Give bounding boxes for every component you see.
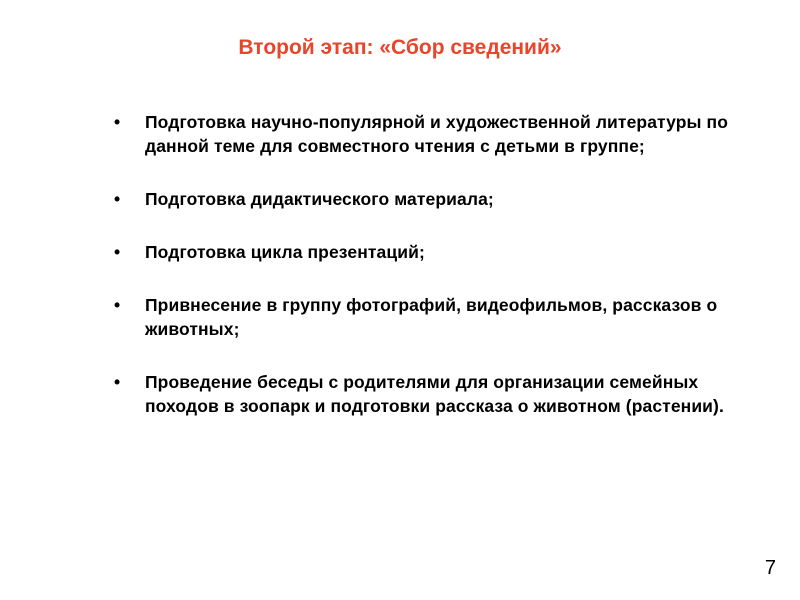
bullet-text: Подготовка дидактического материала; xyxy=(145,189,494,209)
bullet-list xyxy=(114,110,754,447)
bullet-text: Привнесение в группу фотографий, видеофильмов, рассказов о животных; xyxy=(145,295,718,339)
bullet-marker: • xyxy=(114,372,121,392)
bullet-marker: • xyxy=(114,295,121,315)
bullet-marker: • xyxy=(114,189,121,209)
bullet-text: Подготовка цикла презентаций; xyxy=(145,242,425,262)
bullet-marker: • xyxy=(114,112,121,132)
bullet-text: Подготовка научно-популярной и художественной литературы по данной теме для совместного чтения с детьми в группе; xyxy=(145,112,728,156)
bullet-item-2 xyxy=(114,187,754,211)
bullet-marker: • xyxy=(114,242,121,262)
slide-title: Второй этап: «Сбор сведений» xyxy=(238,36,562,59)
bullet-item-1 xyxy=(114,110,754,158)
bullet-text: Проведение беседы с родителями для организации семейных походов в зоопарк и подготовки рассказа о животном (растении). xyxy=(145,372,724,416)
bullet-item-3 xyxy=(114,240,754,264)
bullet-item-5 xyxy=(114,370,754,418)
page-number: 7 xyxy=(764,557,776,579)
bullet-item-4 xyxy=(114,293,754,341)
